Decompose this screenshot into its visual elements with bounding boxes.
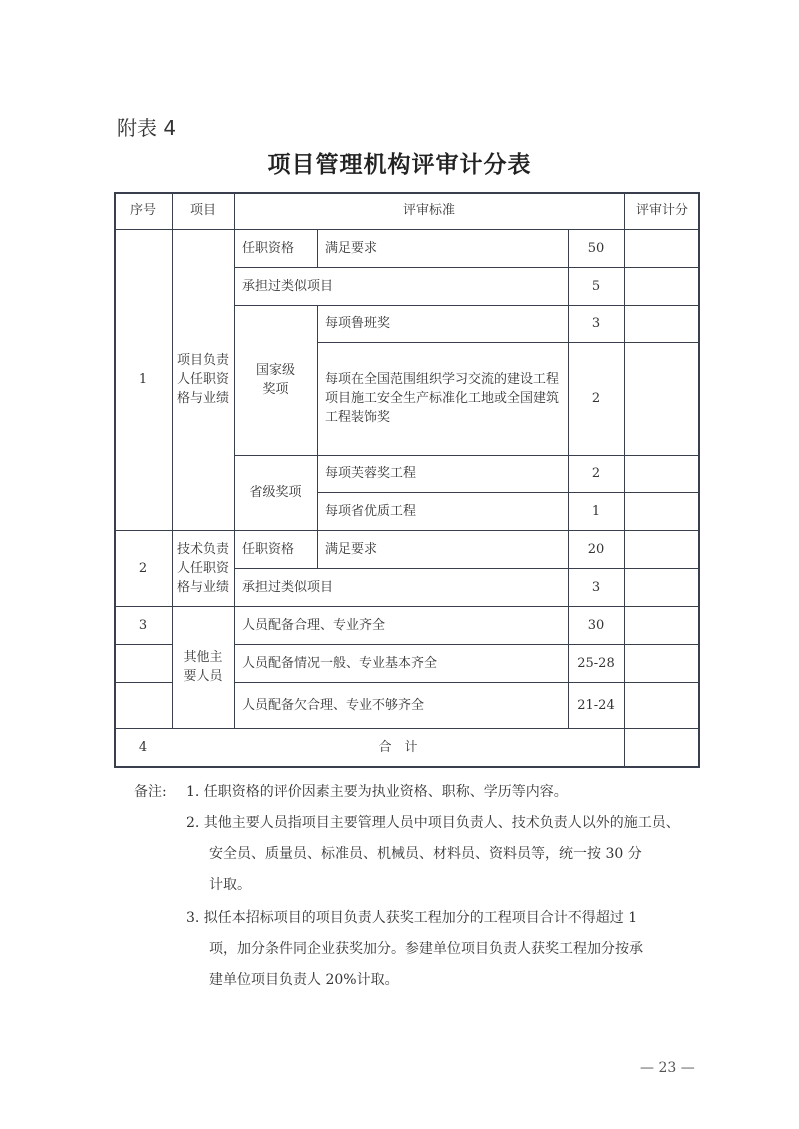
staff-insufficient-points: 21-24 <box>577 697 615 713</box>
national-safety-points: 2 <box>591 391 601 406</box>
row3-item: 其他主要人员 <box>183 650 223 684</box>
note-2-line-2: 安全员、质量员、标准员、机械员、材料员、资料员等，统一按 30 分 <box>209 846 642 862</box>
notes-label: 备注: <box>134 784 167 800</box>
row1-item: 项目负责人任职资格与业绩 <box>176 353 229 406</box>
row3-seq: 3 <box>138 617 148 633</box>
header-score: 评审计分 <box>635 203 688 218</box>
page-number: — 23 — <box>640 1060 695 1076</box>
staff-insufficient: 人员配备欠合理、专业不够齐全 <box>242 697 425 713</box>
row1-similar-points: 5 <box>591 278 601 294</box>
row1-qualification: 任职资格 <box>242 240 295 256</box>
staff-average: 人员配备情况一般、专业基本齐全 <box>242 655 438 671</box>
row2-seq: 2 <box>138 560 148 576</box>
row2-qualification: 任职资格 <box>242 541 295 557</box>
row2-item: 技术负责人任职资格与业绩 <box>177 541 230 595</box>
luban-award: 每项鲁班奖 <box>325 316 391 331</box>
header-criteria: 评审标准 <box>402 203 455 218</box>
row1-seq: 1 <box>138 372 148 387</box>
national-safety-award: 每项在全国范围组织学习交流的建设工程项目施工安全生产标准化工地或全国建筑工程装饰奖 <box>325 372 560 425</box>
total-label: 合 计 <box>378 739 418 755</box>
header-seq: 序号 <box>129 203 156 218</box>
furong-points: 2 <box>591 466 601 481</box>
header-item: 项目 <box>189 203 216 218</box>
note-2-line-1: 2. 其他主要人员指项目主要管理人员中项目负责人、技术负责人以外的施工员、 <box>186 815 680 831</box>
row2-qual-points: 20 <box>587 541 605 557</box>
row2-similar-projects: 承担过类似项目 <box>242 579 334 595</box>
luban-points: 3 <box>591 316 601 331</box>
provincial-quality-award: 每项省优质工程 <box>325 503 417 519</box>
staff-reasonable-points: 30 <box>587 617 605 633</box>
national-award-label: 国家级奖项 <box>255 363 295 397</box>
row1-similar-projects: 承担过类似项目 <box>242 278 334 294</box>
note-1: 1. 任职资格的评价因素主要为执业资格、职称、学历等内容。 <box>186 784 568 800</box>
note-3-line-3: 建单位项目负责人 20%计取。 <box>209 972 399 988</box>
note-3-line-1: 3. 拟任本招标项目的项目负责人获奖工程加分的工程项目合计不得超过 1 <box>186 910 638 926</box>
row1-meets-requirement: 满足要求 <box>325 240 378 256</box>
row2-similar-points: 3 <box>591 579 601 595</box>
row4-seq: 4 <box>138 739 148 755</box>
page-title: 项目管理机构评审计分表 <box>267 152 532 178</box>
provincial-award-label: 省级奖项 <box>249 485 302 500</box>
staff-reasonable: 人员配备合理、专业齐全 <box>242 617 386 633</box>
staff-average-points: 25-28 <box>577 655 615 671</box>
appendix-label: 附表 4 <box>117 116 177 140</box>
row1-qual-points: 50 <box>587 240 605 256</box>
provincial-quality-points: 1 <box>591 503 601 519</box>
furong-award: 每项芙蓉奖工程 <box>325 466 417 481</box>
note-3-line-2: 项，加分条件同企业获奖加分。参建单位项目负责人获奖工程加分按承 <box>209 941 643 957</box>
score-table <box>114 192 700 768</box>
row2-meets-requirement: 满足要求 <box>325 541 378 557</box>
note-2-line-3: 计取。 <box>209 877 251 893</box>
